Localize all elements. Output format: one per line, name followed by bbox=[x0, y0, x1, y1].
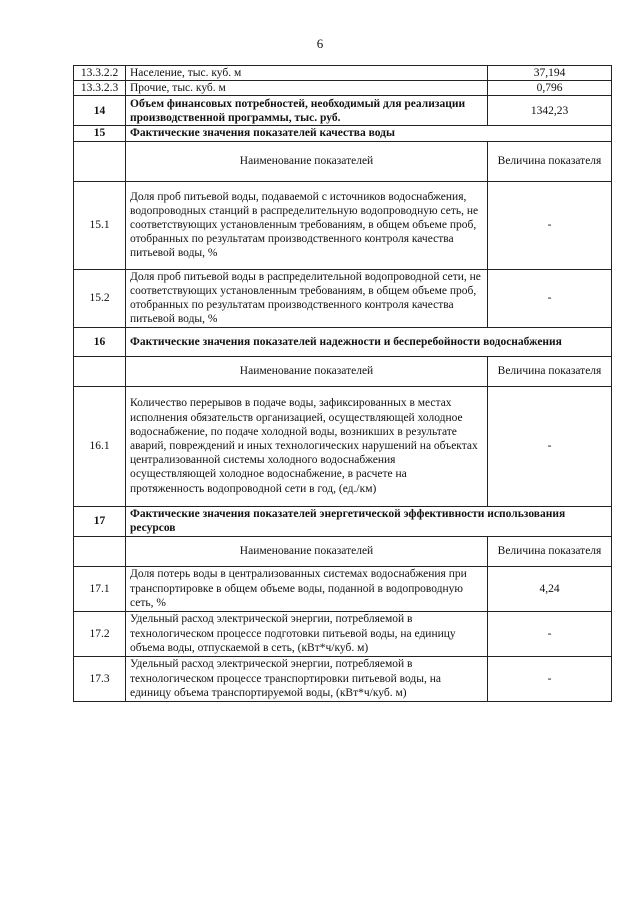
row-value: - bbox=[488, 269, 612, 327]
row-text: Объем финансовых потребностей, необходимый для реализации производственной программы, тыс. руб. bbox=[126, 96, 488, 126]
row-text: Доля потерь воды в централизованных системах водоснабжения при транспортировке в общем объеме воды, поданной в водопроводную сеть, % bbox=[126, 566, 488, 611]
row-value: 4,24 bbox=[488, 566, 612, 611]
row-number: 17.2 bbox=[74, 611, 126, 656]
row-text: Доля проб питьевой воды, подаваемой с источников водоснабжения, водопроводных станций в распределительную водопроводную сеть, не соответствующих установленным требованиям, в общем объеме проб, отобранных по результатам производственного контроля качества питьевой воды, % bbox=[126, 181, 488, 269]
table-row bbox=[74, 66, 612, 81]
section-title: Фактические значения показателей качества воды bbox=[126, 126, 612, 141]
column-header-row bbox=[74, 356, 612, 386]
row-value: 37,194 bbox=[488, 66, 612, 81]
row-text: Прочие, тыс. куб. м bbox=[126, 81, 488, 96]
page-number: 6 bbox=[316, 36, 324, 51]
column-header-row bbox=[74, 141, 612, 181]
table-row bbox=[74, 566, 612, 611]
row-value: - bbox=[488, 386, 612, 506]
row-value: - bbox=[488, 181, 612, 269]
section-title: Фактические значения показателей энергетической эффективности использования ресурсов bbox=[126, 506, 612, 536]
row-value: - bbox=[488, 611, 612, 656]
column-header-value: Величина показателя bbox=[488, 536, 612, 566]
table-row bbox=[74, 386, 612, 506]
section-header-row bbox=[74, 506, 612, 536]
table-row bbox=[74, 656, 612, 701]
row-value: - bbox=[488, 656, 612, 701]
row-text: Удельный расход электрической энергии, потребляемой в технологическом процессе транспортировки питьевой воды, на единицу объема транспортируемой воды, (кВт*ч/куб. м) bbox=[126, 656, 488, 701]
row-number: 16.1 bbox=[74, 386, 126, 506]
row-number: 15.1 bbox=[74, 181, 126, 269]
row-text: Количество перерывов в подаче воды, зафиксированных в местах исполнения обязательств организацией, осуществляющей холодное водоснабжение, по подаче холодной воды, возникших в результате аварий, повреждений и иных технологических нарушений на объектах централизованной системы холодного водоснабжения осуществляющей холодное водоснабжение, в расчете на протяженность водопроводной сети в год, (ед./км) bbox=[126, 386, 488, 506]
section-header-row bbox=[74, 327, 612, 356]
row-value: 1342,23 bbox=[488, 96, 612, 126]
row-text: Удельный расход электрической энергии, потребляемой в технологическом процессе подготовки питьевой воды, на единицу объема воды, отпускаемой в сеть, (кВт*ч/куб. м) bbox=[126, 611, 488, 656]
table-row bbox=[74, 96, 612, 126]
row-number: 13.3.2.2 bbox=[74, 66, 126, 81]
row-text: Население, тыс. куб. м bbox=[126, 66, 488, 81]
table-row bbox=[74, 181, 612, 269]
column-header-name: Наименование показателей bbox=[126, 536, 488, 566]
row-value: 0,796 bbox=[488, 81, 612, 96]
row-text: Доля проб питьевой воды в распределительной водопроводной сети, не соответствующих установленным требованиям, в общем объеме проб, отобранных по результатам производственного контроля качества питьевой воды, % bbox=[126, 269, 488, 327]
section-header-row bbox=[74, 126, 612, 141]
column-header-name: Наименование показателей bbox=[126, 141, 488, 181]
table-row bbox=[74, 81, 612, 96]
column-header-value: Величина показателя bbox=[488, 356, 612, 386]
row-number: 17.1 bbox=[74, 566, 126, 611]
section-number: 16 bbox=[74, 327, 126, 356]
table-row bbox=[74, 611, 612, 656]
column-header-name: Наименование показателей bbox=[126, 356, 488, 386]
row-number: 15.2 bbox=[74, 269, 126, 327]
indicators-table bbox=[73, 65, 612, 702]
row-number: 14 bbox=[74, 96, 126, 126]
row-number: 13.3.2.3 bbox=[74, 81, 126, 96]
column-header-row bbox=[74, 536, 612, 566]
table-row bbox=[74, 269, 612, 327]
section-number: 15 bbox=[74, 126, 126, 141]
section-number: 17 bbox=[74, 506, 126, 536]
section-title: Фактические значения показателей надежности и бесперебойности водоснабжения bbox=[126, 327, 612, 356]
column-header-value: Величина показателя bbox=[488, 141, 612, 181]
row-number: 17.3 bbox=[74, 656, 126, 701]
